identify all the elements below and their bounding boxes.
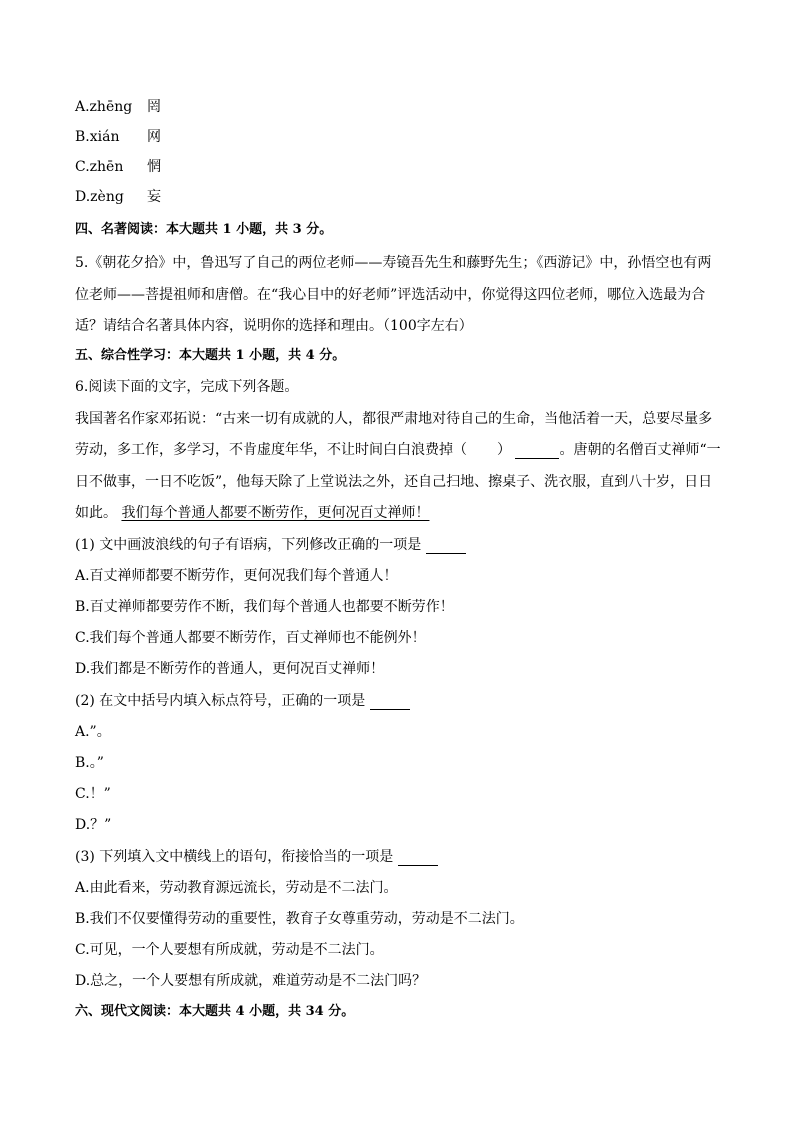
passage-text: 。唐朝的名僧百丈禅师“一 <box>559 442 721 458</box>
sub1-option-d: D.我们都是不断劳作的普通人，更何况百丈禅师！ <box>75 661 385 677</box>
sub1-question <box>75 536 466 554</box>
option-char: 惘 <box>147 159 161 175</box>
sub2-option-a: A.”。 <box>75 724 111 740</box>
option-label: B.xián <box>75 129 120 145</box>
q6-passage-line-1: 我国著名作家邓拓说：“古来一切有成就的人，都很严肃地对待自己的生命，当他活着一天，总要尽量多 <box>75 411 713 427</box>
fill-blank <box>515 444 559 459</box>
sub1-option-a: A.百丈禅师都要不断劳作，更何况我们每个普通人！ <box>75 568 398 584</box>
answer-blank <box>426 539 466 554</box>
section-6-heading: 六、现代文阅读：本大题共 4 小题，共 34 分。 <box>75 1004 355 1019</box>
question-text: (1) 文中画波浪线的句子有语病，下列修改正确的一项是 <box>75 537 422 553</box>
sub1-option-c: C.我们每个普通人都要不断劳作，百丈禅师也不能例外！ <box>75 630 426 646</box>
q4-option-a <box>75 98 161 116</box>
passage-text: 如此。 <box>75 505 117 521</box>
sub3-option-c: C.可见，一个人要想有所成就，劳动是不二法门。 <box>75 942 384 958</box>
sub2-option-c: C.！” <box>75 786 111 802</box>
q6-passage-line-3: 日不做事，一日不吃饭”，他每天除了上堂说法之外，还自己扫地、擦桌子、洗衣服，直到八十岁，日日 <box>75 474 713 490</box>
section-5-heading: 五、综合性学习：本大题共 1 小题，共 4 分。 <box>75 348 346 363</box>
option-char: 罔 <box>147 99 161 115</box>
answer-blank <box>398 851 438 866</box>
q4-option-d <box>75 188 161 206</box>
option-label: D.zèng <box>75 189 124 205</box>
option-char: 网 <box>147 129 161 145</box>
sub1-option-b: B.百丈禅师都要劳作不断，我们每个普通人也都要不断劳作！ <box>75 599 454 615</box>
question-text: (2) 在文中括号内填入标点符号，正确的一项是 <box>75 693 366 709</box>
q6-passage-line-4 <box>75 504 429 522</box>
option-label: C.zhēn <box>75 159 124 175</box>
option-char: 妄 <box>147 189 161 205</box>
sub3-option-a: A.由此看来，劳动教育源远流长，劳动是不二法门。 <box>75 880 398 896</box>
question-text: (3) 下列填入文中横线上的语句，衔接恰当的一项是 <box>75 849 394 865</box>
wavy-underlined-sentence: 我们每个普通人都要不断劳作，更何况百丈禅师！ <box>121 505 430 521</box>
q5-line-1: 5.《朝花夕拾》中，鲁迅写了自己的两位老师——寿镜吾先生和藤野先生；《西游记》中，孙悟空也有两 <box>75 255 712 271</box>
sub2-option-d: D.？” <box>75 817 112 833</box>
q5-line-2: 位老师——菩提祖师和唐僧。在“我心目中的好老师”评选活动中，你觉得这四位老师，哪位入选最为合 <box>75 287 706 303</box>
q4-option-b <box>75 128 161 146</box>
section-4-heading: 四、名著阅读：本大题共 1 小题，共 3 分。 <box>75 222 333 237</box>
option-label: A.zhēng <box>75 99 133 115</box>
sub2-question <box>75 692 410 710</box>
answer-blank <box>370 695 410 710</box>
passage-text: ） <box>497 442 511 458</box>
sub3-question <box>75 848 438 866</box>
passage-text: 劳动，多工作，多学习，不肯虚度年华，不让时间白白浪费掉（ <box>75 442 467 458</box>
q6-stem: 6.阅读下面的文字，完成下列各题。 <box>75 379 299 395</box>
sub3-option-d: D.总之，一个人要想有所成就，难道劳动是不二法门吗？ <box>75 973 427 989</box>
q4-option-c <box>75 158 161 176</box>
sub3-option-b: B.我们不仅要懂得劳动的重要性，教育子女尊重劳动，劳动是不二法门。 <box>75 911 524 927</box>
q5-line-3: 适？请结合名著具体内容，说明你的选择和理由。（100字左右） <box>75 318 473 334</box>
q6-passage-line-2 <box>75 441 721 459</box>
sub2-option-b: B.。” <box>75 755 104 771</box>
